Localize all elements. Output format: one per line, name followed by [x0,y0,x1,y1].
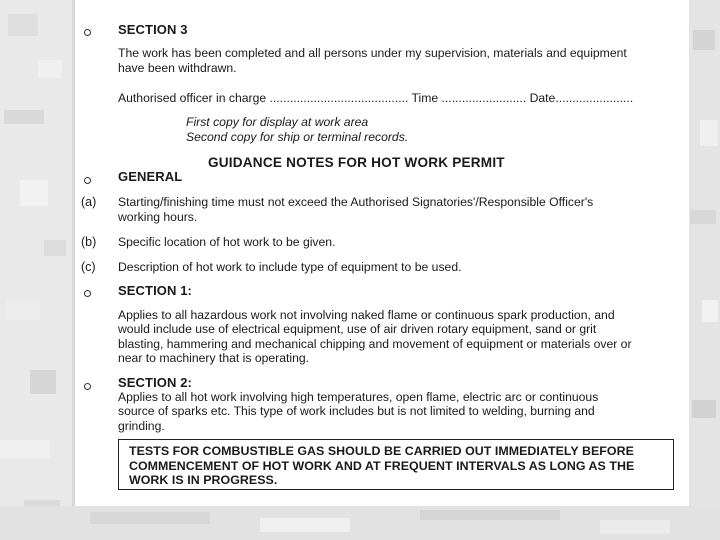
section-1-heading: SECTION 1: [118,283,192,298]
general-item-b-marker: (b) [81,235,97,249]
section-1-line-4: near to machinery that is operating. [118,351,310,365]
warning-line-3: WORK IS IN PROGRESS. [129,473,278,487]
section-2-heading: SECTION 2: [118,375,192,390]
general-item-a-line-2: working hours. [118,210,198,224]
document-page [72,0,689,506]
general-item-c-text: Description of hot work to include type of equipment to be used. [118,260,462,274]
bullet-icon [84,177,91,184]
copy-note-first: First copy for display at work area [186,115,369,129]
bullet-icon [84,383,91,390]
signoff-line: Authorised officer in charge ......................................... Time ......................... Date....................... [118,91,634,105]
section-2-line-2: source of sparks etc. This type of work includes but is not limited to welding, burning and [118,404,595,418]
section-3-heading: SECTION 3 [118,22,188,37]
general-item-c-marker: (c) [81,260,96,274]
section-2-line-1: Applies to all hot work involving high temperatures, open flame, electric arc or continuous [118,390,599,404]
warning-line-1: TESTS FOR COMBUSTIBLE GAS SHOULD BE CARRIED OUT IMMEDIATELY BEFORE [129,444,634,458]
scan-edge [72,0,75,506]
gas-test-warning-box [118,439,674,490]
general-item-a-line-1: Starting/finishing time must not exceed the Authorised Signatories'/Responsible Officer's [118,195,594,209]
section-1-line-1: Applies to all hazardous work not involving naked flame or continuous spark production, and [118,308,615,322]
copy-note-second: Second copy for ship or terminal records. [186,130,409,144]
section-2-line-3: grinding. [118,419,165,433]
warning-line-2: COMMENCEMENT OF HOT WORK AND AT FREQUENT INTERVALS AS LONG AS THE [129,459,635,473]
section-1-line-3: blasting, hammering and mechanical chipping and movement of equipment or materials over or [118,337,632,351]
bullet-icon [84,290,91,297]
general-heading: GENERAL [118,169,183,184]
general-item-a-marker: (a) [81,195,97,209]
section-3-body-line-2: have been withdrawn. [118,61,237,75]
guidance-title: GUIDANCE NOTES FOR HOT WORK PERMIT [208,155,505,170]
bullet-icon [84,29,91,36]
section-3-body-line-1: The work has been completed and all persons under my supervision, materials and equipment [118,46,627,60]
section-1-line-2: would include use of electrical equipment, use of air driven rotary equipment, sand or grit [118,322,597,336]
general-item-b-text: Specific location of hot work to be given. [118,235,336,249]
